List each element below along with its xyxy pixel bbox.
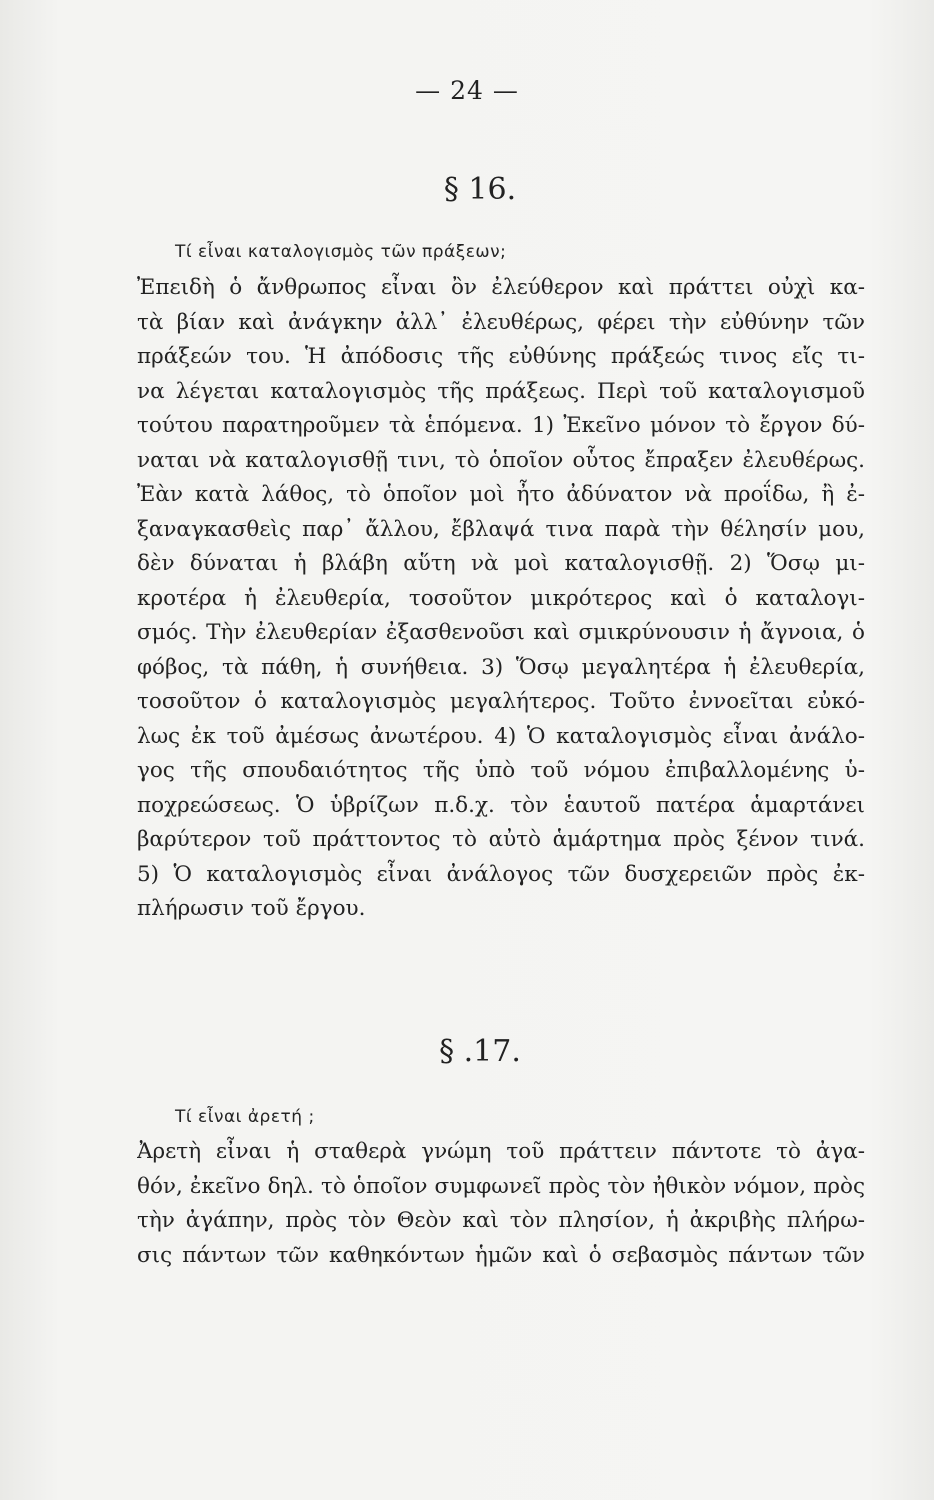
text-line: δὲν δύναται ἡ βλάβη αὕτη νὰ μοὶ καταλογισθῇ. 2) Ὅσῳ μι- (137, 551, 865, 576)
text-line: σμός. Τὴν ἐλευθερίαν ἐξασθενοῦσι καὶ σμικρύνουσιν ἡ ἄγνοια, ὁ (137, 620, 865, 645)
page-number: — 24 — (415, 76, 519, 105)
section-16-question: Τί εἶναι καταλογισμὸς τῶν πράξεων; (175, 242, 507, 262)
section-17-body (137, 1135, 865, 1273)
text-line: κροτέρα ἡ ἐλευθερία, τοσοῦτον μικρότερος καὶ ὁ καταλογι- (137, 585, 865, 611)
section-17-heading: § .17. (439, 1034, 521, 1069)
text-line: σις πάντων τῶν καθηκόντων ἡμῶν καὶ ὁ σεβασμὸς πάντων τῶν (137, 1242, 865, 1268)
section-16-body (137, 271, 865, 927)
text-line: βαρύτερον τοῦ πράττοντος τὸ αὐτὸ ἁμάρτημα πρὸς ξένον τινά. (137, 827, 865, 852)
text-line: 5) Ὁ καταλογισμὸς εἶναι ἀνάλογος τῶν δυσχερειῶν πρὸς ἐκ- (137, 861, 865, 887)
text-line: γος τῆς σπουδαιότητος τῆς ὑπὸ τοῦ νόμου ἐπιβαλλομένης ὑ- (137, 758, 865, 783)
text-line: τὰ βίαν καὶ ἀνάγκην ἀλλ᾽ ἐλευθέρως, φέρει τὴν εὐθύνην τῶν (137, 309, 865, 335)
text-line: τὴν ἀγάπην, πρὸς τὸν Θεὸν καὶ τὸν πλησίον, ἡ ἀκριβὴς πλήρω- (137, 1208, 865, 1233)
text-line: λως ἐκ τοῦ ἀμέσως ἀνωτέρου. 4) Ὁ καταλογισμὸς εἶναι ἀνάλο- (137, 723, 865, 749)
section-16-heading: § 16. (443, 172, 517, 207)
text-line: πλήρωσιν τοῦ ἔργου. (137, 896, 366, 921)
text-line: Ἐπειδὴ ὁ ἄνθρωπος εἶναι ὂν ἐλεύθερον καὶ πράττει οὐχὶ κα- (137, 275, 865, 300)
text-line: τούτου παρατηροῦμεν τὰ ἑπόμενα. 1) Ἐκεῖνο μόνον τὸ ἔργον δύ- (137, 413, 865, 438)
text-line: θόν, ἐκεῖνο δηλ. τὸ ὁποῖον συμφωνεῖ πρὸς τὸν ἠθικὸν νόμον, πρὸς (137, 1173, 865, 1199)
text-line: να λέγεται καταλογισμὸς τῆς πράξεως. Περὶ τοῦ καταλογισμοῦ (137, 378, 865, 404)
text-line: Ἀρετὴ εἶναι ἡ σταθερὰ γνώμη τοῦ πράττειν πάντοτε τὸ ἀγα- (137, 1139, 865, 1164)
text-line: τοσοῦτον ὁ καταλογισμὸς μεγαλήτερος. Τοῦτο ἐννοεῖται εὐκό- (137, 689, 865, 714)
text-line: πράξεών του. Ἡ ἀπόδοσις τῆς εὐθύνης πράξεώς τινος εἴς τι- (137, 344, 865, 369)
bleed-through-top (560, 146, 566, 170)
text-line: Ἐὰν κατὰ λάθος, τὸ ὁποῖον μοὶ ἦτο ἀδύνατον νὰ προΐδω, ἢ ἐ- (137, 482, 865, 507)
section-17-question: Τί εἶναι ἀρετή ; (175, 1107, 315, 1127)
text-line: ποχρεώσεως. Ὁ ὑβρίζων π.δ.χ. τὸν ἑαυτοῦ πατέρα ἁμαρτάνει (137, 792, 865, 818)
text-line: ναται νὰ καταλογισθῇ τινι, τὸ ὁποῖον οὗτος ἔπραξεν ἐλευθέρως. (137, 447, 865, 473)
text-line: ξαναγκασθεὶς παρ᾽ ἄλλου, ἔβλαψά τινα παρὰ τὴν θέλησίν μου, (137, 516, 865, 542)
text-line: φόβος, τὰ πάθη, ἡ συνήθεια. 3) Ὅσῳ μεγαλητέρα ἡ ἐλευθερία, (137, 654, 865, 680)
